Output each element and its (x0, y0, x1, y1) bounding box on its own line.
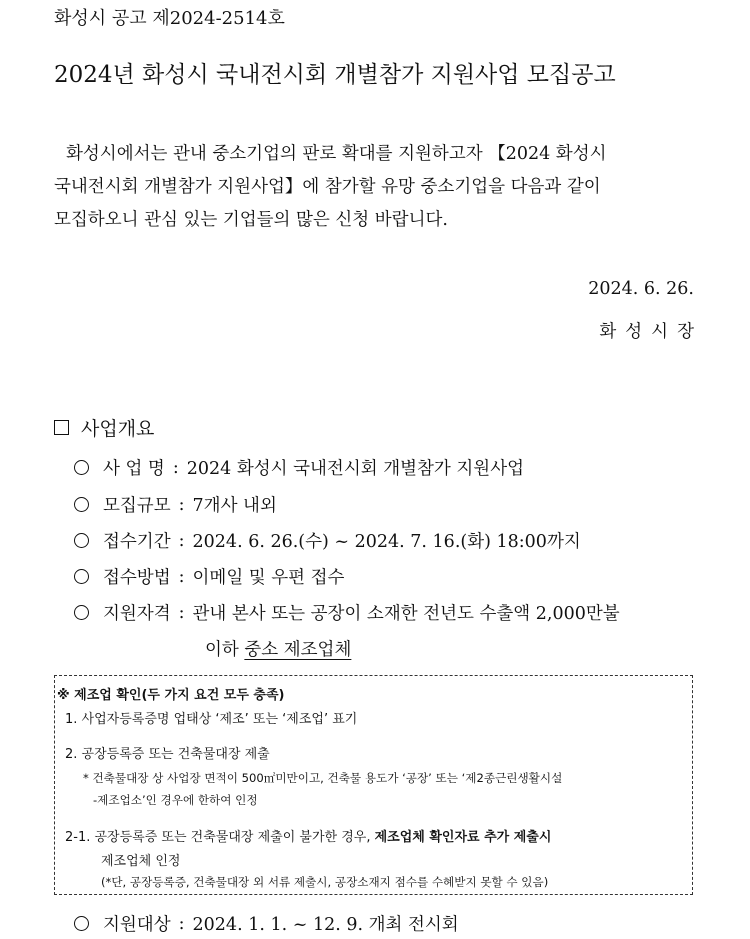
note-rule (65, 826, 551, 845)
signer: 화성시장 (599, 322, 703, 342)
note-heading: ※ 제조업 확인(두 가지 요건 모두 충족) (57, 688, 285, 703)
note-rule-text: 2-1. 공장등록증 또는 건축물대장 제출이 불가한 경우, (65, 830, 375, 845)
notice-date: 2024. 6. 26. (588, 279, 694, 299)
circle-bullet-icon (74, 460, 89, 475)
circle-bullet-icon (74, 605, 89, 620)
continuation-text: 이하 (205, 640, 245, 660)
overview-item: 접수기간 : 2024. 6. 26.(수) ~ 2024. 7. 16.(화) 18:00까지 (74, 528, 581, 553)
circle-bullet-icon (74, 569, 89, 584)
note-box (54, 675, 693, 895)
note-rule-emphasis: 제조업체 확인자료 추가 제출시 (374, 830, 552, 845)
item-label: 지원대상 (103, 915, 171, 935)
section-heading (54, 414, 154, 441)
item-value: 2024. 6. 26.(수) ~ 2024. 7. 16.(화) 18:00까지 (192, 532, 581, 552)
intro-line: 화성시에서는 관내 중소기업의 판로 확대를 지원하고자 【2024 화성시 (66, 144, 607, 164)
circle-bullet-icon (74, 533, 89, 548)
overview-item: 지원대상 : 2024. 1. 1. ~ 12. 9. 개최 전시회 (74, 911, 459, 936)
circle-bullet-icon (74, 916, 89, 931)
item-value: 2024 화성시 국내전시회 개별참가 지원사업 (186, 459, 525, 479)
item-label: 접수방법 (103, 568, 171, 588)
note-rule: 2. 공장등록증 또는 건축물대장 제출 (65, 747, 270, 762)
circle-bullet-icon (74, 497, 89, 512)
notice-number: 화성시 공고 제2024-2514호 (54, 8, 285, 29)
item-value: 2024. 1. 1. ~ 12. 9. 개최 전시회 (192, 915, 459, 935)
item-value: 7개사 내외 (192, 496, 277, 516)
overview-item: 사 업 명 : 2024 화성시 국내전시회 개별참가 지원사업 (74, 455, 524, 480)
note-subnote: -제조업소’인 경우에 한하여 인정 (93, 793, 258, 807)
intro-paragraph (54, 138, 696, 237)
item-label: 사 업 명 (103, 459, 165, 479)
note-rule: 1. 사업자등록증명 업태상 ‘제조’ 또는 ‘제조업’ 표기 (65, 712, 358, 727)
section-title: 사업개요 (81, 418, 155, 440)
note-subnote: * 건축물대장 상 사업장 면적이 500㎡미만이고, 건축물 용도가 ‘공장’ 또는 ‘제2종근린생활시설 (83, 771, 563, 785)
underlined-text: 중소 제조업체 (244, 640, 352, 660)
square-bullet-icon (54, 420, 69, 435)
intro-line: 국내전시회 개별참가 지원사업】에 참가할 유망 중소기업을 다음과 같이 (54, 177, 601, 197)
overview-item: 모집규모 : 7개사 내외 (74, 492, 277, 517)
overview-item: 접수방법 : 이메일 및 우편 접수 (74, 564, 344, 589)
note-subnote: (*단, 공장등록증, 건축물대장 외 서류 제출시, 공장소재지 점수를 수혜받지 못할 수 있음) (101, 875, 549, 889)
item-value: 이메일 및 우편 접수 (192, 568, 345, 588)
item-label: 모집규모 (103, 496, 171, 516)
note-rule: 제조업체 인정 (101, 854, 181, 869)
item-label: 접수기간 (103, 532, 171, 552)
overview-item: 지원자격 : 관내 본사 또는 공장이 소재한 전년도 수출액 2,000만불 (74, 600, 620, 625)
intro-line: 모집하오니 관심 있는 기업들의 많은 신청 바랍니다. (54, 210, 448, 230)
item-value: 관내 본사 또는 공장이 소재한 전년도 수출액 2,000만불 (192, 604, 620, 624)
item-label: 지원자격 (103, 604, 171, 624)
page-title: 2024년 화성시 국내전시회 개별참가 지원사업 모집공고 (54, 62, 616, 88)
qualification-continuation (205, 636, 351, 661)
